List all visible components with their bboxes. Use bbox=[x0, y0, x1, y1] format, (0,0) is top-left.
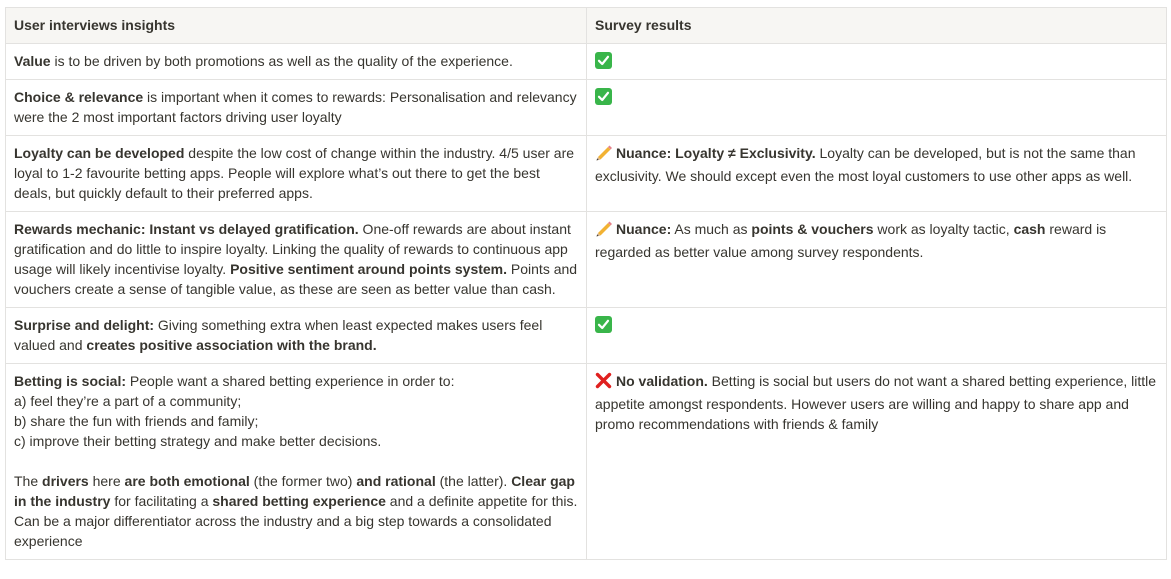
insight-text: The bbox=[14, 473, 43, 489]
insight-emphasis: Clear gap in the industry bbox=[14, 473, 575, 509]
insight-title: Rewards mechanic: Instant vs delayed gratification. bbox=[14, 221, 359, 237]
pencil-icon bbox=[595, 144, 613, 166]
insight-title: Choice & relevance bbox=[14, 89, 144, 105]
table-row bbox=[6, 212, 1167, 308]
survey-cell bbox=[587, 212, 1167, 308]
list-item: c) improve their betting strategy and make better decisions. bbox=[14, 433, 382, 449]
header-survey-results: Survey results bbox=[587, 8, 1167, 44]
insight-emphasis: shared betting experience bbox=[212, 493, 386, 509]
insight-cell bbox=[6, 364, 587, 560]
survey-text: reward is regarded as better value among survey respondents. bbox=[595, 221, 1107, 260]
insight-emphasis: and rational bbox=[356, 473, 436, 489]
survey-text: Loyalty can be developed, but is not the same than exclusivity. We should except even the most loyal customers to use other apps as well. bbox=[595, 145, 1136, 184]
insight-text: is important when it comes to rewards: Personalisation and relevancy were the 2 most important factors driving user loyalty bbox=[14, 89, 577, 125]
survey-cell bbox=[587, 80, 1167, 136]
insight-text: and a definite appetite for this. Can be a major differentiator across the industry and a big step towards a consolidated experience bbox=[14, 493, 578, 549]
survey-cell bbox=[587, 364, 1167, 560]
insight-text: (the former two) bbox=[249, 473, 357, 489]
table-header-row bbox=[6, 8, 1167, 44]
insight-text: for facilitating a bbox=[110, 493, 213, 509]
insight-text: is to be driven by both promotions as well as the quality of the experience. bbox=[50, 53, 513, 69]
survey-text: Betting is social but users do not want a shared betting experience, little appetite amongst respondents. However users are willing and happy to share app and promo recommendations with friends & family bbox=[595, 373, 1157, 432]
insight-text: Points and vouchers create a sense of tangible value, as these are seen as better value than cash. bbox=[14, 261, 578, 297]
insight-title: Loyalty can be developed bbox=[14, 145, 185, 161]
insight-cell bbox=[6, 80, 587, 136]
survey-emphasis: cash bbox=[1013, 221, 1046, 237]
table-row bbox=[6, 80, 1167, 136]
insight-text: Giving something extra when least expected makes users feel valued and bbox=[14, 317, 543, 353]
check-icon bbox=[595, 316, 612, 333]
survey-cell bbox=[587, 136, 1167, 212]
table-row bbox=[6, 308, 1167, 364]
insight-emphasis: creates positive association with the brand. bbox=[86, 337, 377, 353]
insight-cell bbox=[6, 308, 587, 364]
insight-text: People want a shared betting experience in order to: bbox=[126, 373, 455, 389]
insight-text: One-off rewards are about instant gratification and do little to inspire loyalty. Linking the quality of rewards to continuous app usage will likely incentivise loyalty. bbox=[14, 221, 571, 277]
header-user-interviews-insights: User interviews insights bbox=[6, 8, 587, 44]
survey-title: Nuance: Loyalty ≠ Exclusivity. bbox=[616, 145, 816, 161]
insight-emphasis: drivers bbox=[42, 473, 89, 489]
insight-title: Betting is social: bbox=[14, 373, 127, 389]
survey-emphasis: points & vouchers bbox=[751, 221, 874, 237]
cross-icon bbox=[595, 372, 612, 394]
insight-cell bbox=[6, 212, 587, 308]
insight-cell bbox=[6, 136, 587, 212]
insight-paragraph bbox=[14, 471, 578, 551]
list-item: a) feel they’re a part of a community; bbox=[14, 393, 242, 409]
insight-cell bbox=[6, 44, 587, 80]
insight-emphasis: Positive sentiment around points system. bbox=[230, 261, 508, 277]
insight-text: despite the low cost of change within the industry. 4/5 user are loyal to 1-2 favourite betting apps. People will explore what’s out there to get the best deals, but quickly default to their preferred apps. bbox=[14, 145, 575, 201]
survey-cell bbox=[587, 44, 1167, 80]
insights-table bbox=[5, 7, 1167, 560]
insight-emphasis: are both emotional bbox=[124, 473, 250, 489]
check-icon bbox=[595, 52, 612, 69]
table-row bbox=[6, 136, 1167, 212]
survey-cell bbox=[587, 308, 1167, 364]
pencil-icon bbox=[595, 220, 613, 242]
list-item: b) share the fun with friends and family; bbox=[14, 413, 259, 429]
table-row bbox=[6, 44, 1167, 80]
insight-text: (the latter). bbox=[435, 473, 512, 489]
survey-text: work as loyalty tactic, bbox=[873, 221, 1014, 237]
table-row bbox=[6, 364, 1167, 560]
insight-title: Value bbox=[14, 53, 51, 69]
survey-title: Nuance: bbox=[616, 221, 672, 237]
insight-title: Surprise and delight: bbox=[14, 317, 155, 333]
insight-text: here bbox=[88, 473, 125, 489]
survey-text: As much as bbox=[671, 221, 752, 237]
check-icon bbox=[595, 88, 612, 105]
survey-title: No validation. bbox=[616, 373, 708, 389]
paragraph-gap bbox=[14, 451, 578, 471]
insight-paragraph bbox=[14, 371, 578, 391]
